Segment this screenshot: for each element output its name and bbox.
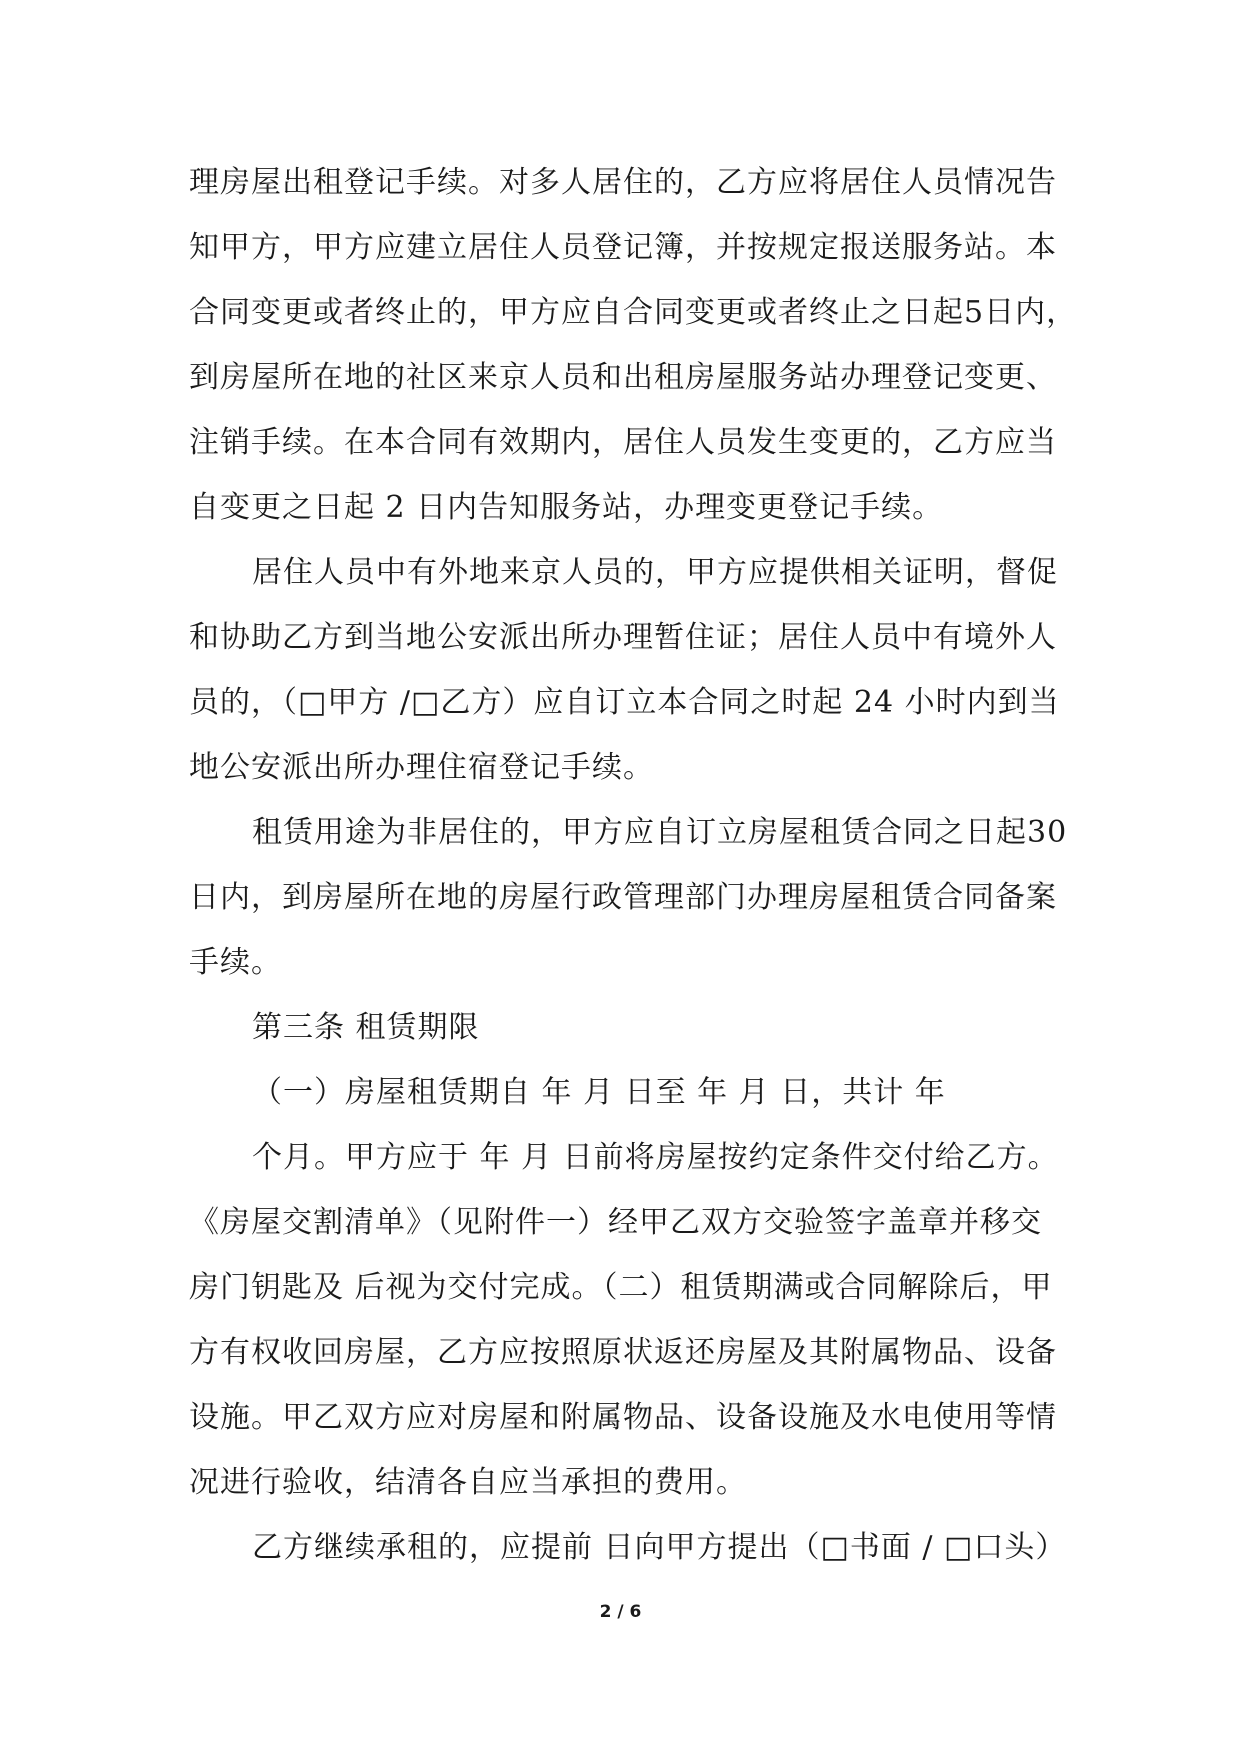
text-line: 居住人员中有外地来京人员的，甲方应提供相关证明，督促 <box>252 555 1058 590</box>
text-line: 手续。 <box>189 945 282 980</box>
page-number: 2 / 6 <box>599 1602 642 1622</box>
text-line: 合同变更或者终止的，甲方应自合同变更或者终止之日起5日内， <box>189 295 1078 330</box>
text-line: 方有权收回房屋，乙方应按照原状返还房屋及其附属物品、设备 <box>189 1335 1057 1370</box>
text-line: 个月。甲方应于 年 月 日前将房屋按约定条件交付给乙方。 <box>252 1140 1059 1175</box>
text-line: 员的，（□甲方 /□乙方）应自订立本合同之时起 24 小时内到当 <box>189 685 1060 720</box>
text-line: 到房屋所在地的社区来京人员和出租房屋服务站办理登记变更、 <box>189 360 1057 395</box>
text-line: 知甲方，甲方应建立居住人员登记簿，并按规定报送服务站。本 <box>189 230 1057 265</box>
text-line: 乙方继续承租的，应提前 日向甲方提出（□书面 / □口头） <box>252 1530 1067 1565</box>
text-line: 日内，到房屋所在地的房屋行政管理部门办理房屋租赁合同备案 <box>189 880 1057 915</box>
text-line: 自变更之日起 2 日内告知服务站，办理变更登记手续。 <box>189 490 944 525</box>
text-line: 设施。甲乙双方应对房屋和附属物品、设备设施及水电使用等情 <box>189 1400 1057 1435</box>
text-line: 第三条 租赁期限 <box>252 1010 480 1045</box>
text-line: 租赁用途为非居住的，甲方应自订立房屋租赁合同之日起30 <box>252 815 1068 850</box>
text-line: 和协助乙方到当地公安派出所办理暂住证；居住人员中有境外人 <box>189 620 1057 655</box>
text-line: 房门钥匙及 后视为交付完成。（二）租赁期满或合同解除后，甲 <box>189 1270 1053 1305</box>
text-line: 理房屋出租登记手续。对多人居住的，乙方应将居住人员情况告 <box>189 165 1057 200</box>
text-line: （一）房屋租赁期自 年 月 日至 年 月 日，共计 年 <box>252 1075 946 1110</box>
text-line: 注销手续。在本合同有效期内，居住人员发生变更的，乙方应当 <box>189 425 1057 460</box>
text-line: 地公安派出所办理住宿登记手续。 <box>189 750 654 785</box>
document-body <box>189 157 1089 1587</box>
text-line: 况进行验收，结清各自应当承担的费用。 <box>189 1465 747 1500</box>
text-line: 《房屋交割清单》（见附件一）经甲乙双方交验签字盖章并移交 <box>189 1205 1042 1240</box>
